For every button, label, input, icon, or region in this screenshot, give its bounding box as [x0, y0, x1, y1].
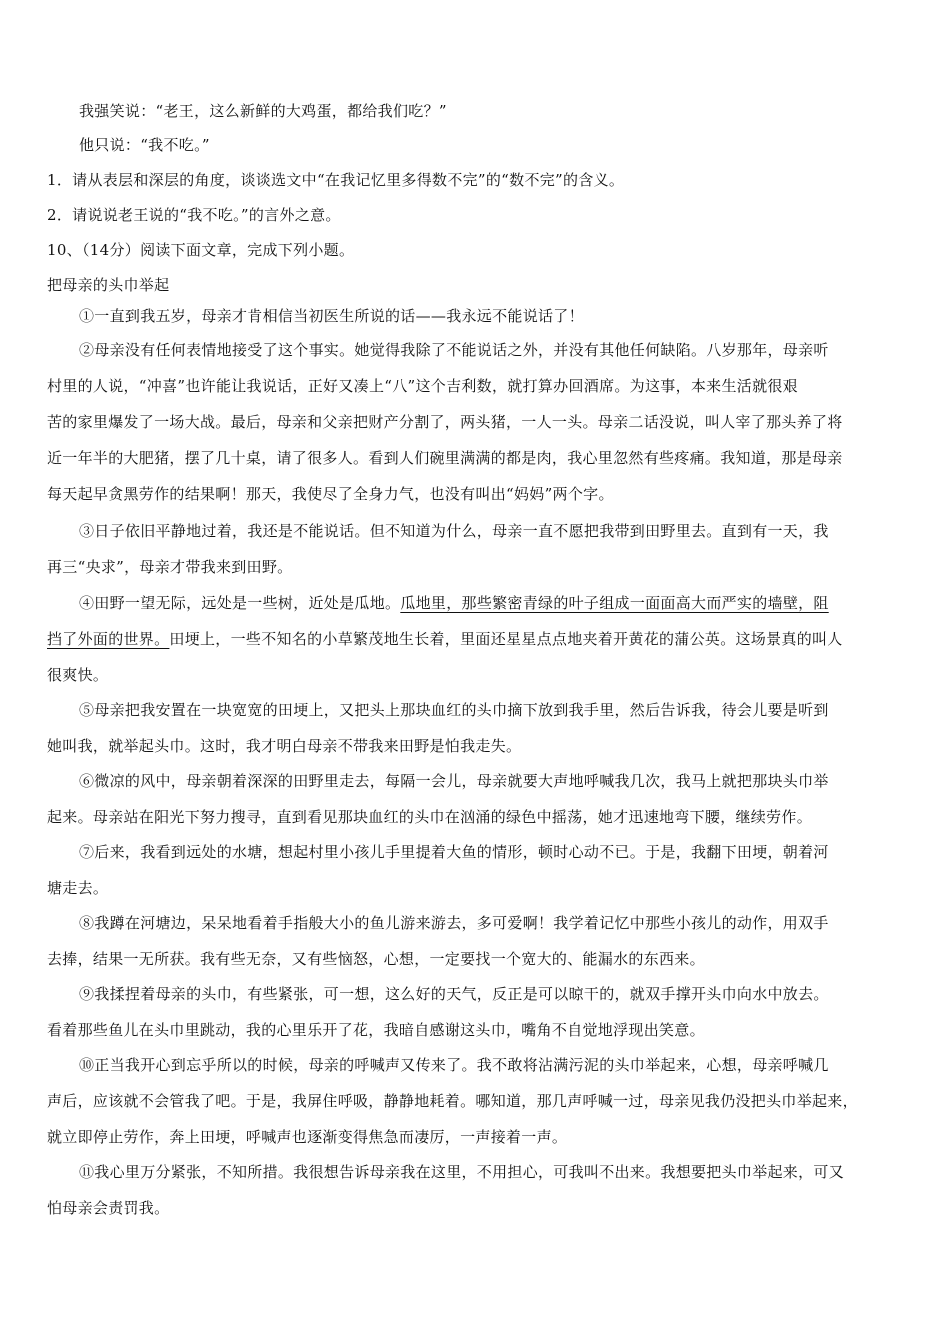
paragraph-5-line-1: ⑤母亲把我安置在一块宽宽的田埂上，又把头上那块血红的头巾摘下放到我手里，然后告诉我，待会儿要是听到: [79, 701, 829, 719]
paragraph-4-line-1: [79, 593, 829, 613]
dialogue-line-2: 他只说：“我不吃。”: [79, 136, 210, 154]
paragraph-9-line-1: ⑨我揉捏着母亲的头巾，有些紧张，可一想，这么好的天气，反正是可以晾干的，就双手撑开头巾向水中放去。: [79, 985, 829, 1003]
paragraph-2-line-2: 村里的人说，“冲喜”也许能让我说话，正好又凑上“八”这个吉利数，就打算办回酒席。为这事，本来生活就很艰: [47, 377, 798, 395]
paragraph-2-line-5: 每天起早贪黑劳作的结果啊！那天，我使尽了全身力气，也没有叫出“妈妈”两个字。: [47, 485, 614, 503]
question-1: 1．请从表层和深层的角度，谈谈选文中“在我记忆里多得数不完”的“数不完”的含义。: [47, 171, 625, 189]
paragraph-7-line-1: ⑦后来，我看到远处的水塘，想起村里小孩儿手里提着大鱼的情形，顿时心动不已。于是，我翻下田埂，朝着河: [79, 843, 829, 861]
question-2: 2．请说说老王说的“我不吃。”的言外之意。: [47, 206, 341, 224]
paragraph-3-line-1: ③日子依旧平静地过着，我还是不能说话。但不知道为什么，母亲一直不愿把我带到田野里去。直到有一天，我: [79, 522, 829, 540]
paragraph-2-line-4: 近一年半的大肥猪，摆了几十桌，请了很多人。看到人们碗里满满的都是肉，我心里忽然有些疼痛。我知道，那是母亲: [47, 449, 843, 467]
paragraph-6-line-1: ⑥微凉的风中，母亲朝着深深的田野里走去，每隔一会儿，母亲就要大声地呼喊我几次，我马上就把那块头巾举: [79, 772, 829, 790]
paragraph-6-line-2: 起来。母亲站在阳光下努力搜寻，直到看见那块血红的头巾在汹涌的绿色中摇荡，她才迅速地弯下腰，继续劳作。: [47, 808, 813, 826]
paragraph-10-line-1: ⑩正当我开心到忘乎所以的时候，母亲的呼喊声又传来了。我不敢将沾满污泥的头巾举起来，心想，母亲呼喊几: [79, 1056, 829, 1074]
paragraph-4-line-2-plain: 田埂上，一些不知名的小草繁茂地生长着，里面还星星点点地夹着开黄花的蒲公英。这场景真的叫人: [169, 630, 843, 648]
paragraph-1-line-1: ①一直到我五岁，母亲才肯相信当初医生所说的话——我永远不能说话了！: [79, 307, 584, 325]
paragraph-11-line-2: 怕母亲会责罚我。: [47, 1199, 170, 1217]
underlined-passage-part-2: 挡了外面的世界。: [47, 630, 170, 648]
paragraph-4-line-1-plain: ④田野一望无际，远处是一些树，近处是瓜地。: [79, 594, 401, 612]
paragraph-9-line-2: 看着那些鱼儿在头巾里跳动，我的心里乐开了花，我暗自感谢这头巾，嘴角不自觉地浮现出笑意。: [47, 1021, 705, 1039]
paragraph-2-line-1: ②母亲没有任何表情地接受了这个事实。她觉得我除了不能说话之外，并没有其他任何缺陷。八岁那年，母亲听: [79, 341, 829, 359]
dialogue-line-1: 我强笑说：“老王，这么新鲜的大鸡蛋，都给我们吃？”: [79, 102, 447, 120]
paragraph-4-line-3: 很爽快。: [47, 666, 109, 684]
paragraph-2-line-3: 苦的家里爆发了一场大战。最后，母亲和父亲把财产分割了，两头猪，一人一头。母亲二话没说，叫人宰了那头养了将: [47, 413, 843, 431]
paragraph-7-line-2: 塘走去。: [47, 879, 109, 897]
paragraph-10-line-3: 就立即停止劳作，奔上田埂，呼喊声也逐渐变得焦急而凄厉，一声接着一声。: [47, 1128, 568, 1146]
paragraph-4-line-2: [47, 629, 843, 649]
paragraph-11-line-1: ⑪我心里万分紧张，不知所措。我很想告诉母亲我在这里，不用担心，可我叫不出来。我想要把头巾举起来，可又: [79, 1163, 845, 1181]
paragraph-10-line-2: 声后，应该就不会管我了吧。于是，我屏住呼吸，静静地耗着。哪知道，那几声呼喊一过，母亲见我仍没把头巾举起来，: [47, 1092, 858, 1110]
underlined-passage-part-1: 瓜地里，那些繁密青绿的叶子组成一面面高大而严实的墙壁，阻: [400, 594, 829, 612]
question-10-heading: 10、（14分）阅读下面文章，完成下列小题。: [47, 241, 355, 259]
paragraph-3-line-2: 再三“央求”，母亲才带我来到田野。: [47, 558, 293, 576]
paragraph-8-line-1: ⑧我蹲在河塘边，呆呆地看着手指般大小的鱼儿游来游去，多可爱啊！我学着记忆中那些小孩儿的动作，用双手: [79, 914, 829, 932]
paragraph-5-line-2: 她叫我，就举起头巾。这时，我才明白母亲不带我来田野是怕我走失。: [47, 737, 522, 755]
article-title: 把母亲的头巾举起: [47, 276, 170, 294]
paragraph-8-line-2: 去捧，结果一无所获。我有些无奈，又有些恼怒，心想，一定要找一个宽大的、能漏水的东西来。: [47, 950, 705, 968]
